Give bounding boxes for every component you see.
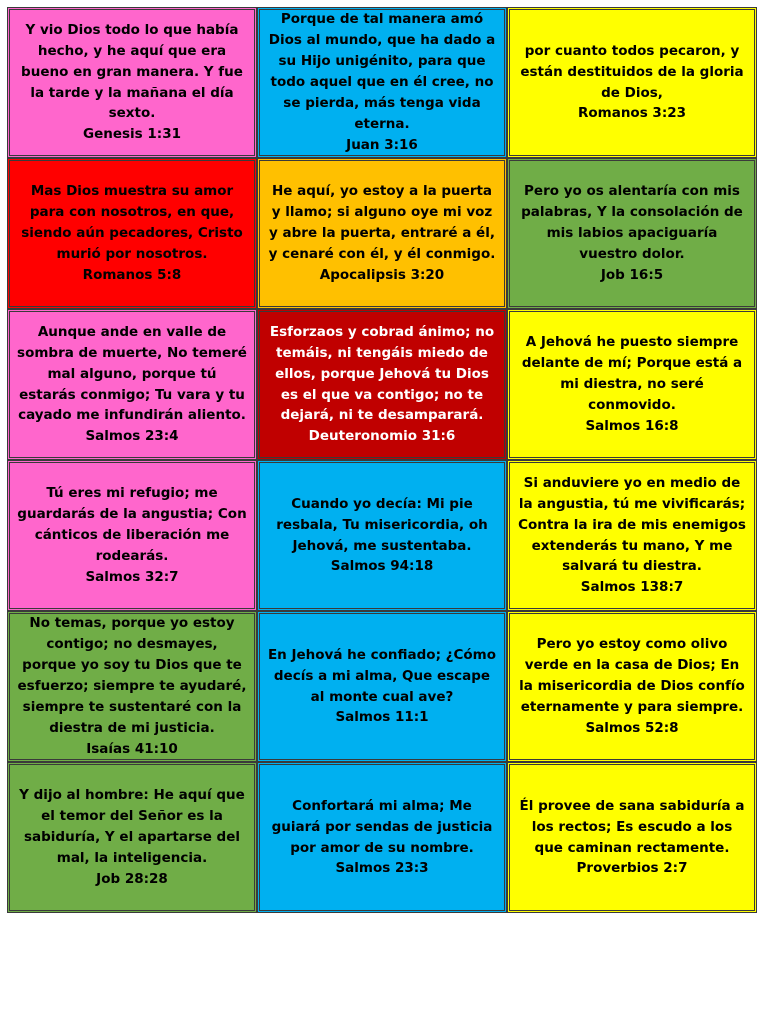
verse-card (507, 158, 757, 309)
verse-card (7, 611, 257, 762)
verse-card (507, 611, 757, 762)
verse-text: Tú eres mi refugio; me guardarás de la angustia; Con cánticos de liberación me rodearás. (17, 485, 247, 564)
verse-reference: Job 28:28 (96, 870, 168, 887)
verse-card (7, 158, 257, 309)
verse-card-grid (7, 7, 757, 914)
verse-text: Y vio Dios todo lo que había hecho, y he aquí que era bueno en gran manera. Y fue la tarde y la mañana el día sexto. (21, 21, 243, 122)
verse-reference: Salmos 23:3 (335, 860, 429, 877)
verse-card (257, 460, 507, 611)
verse-text: Mas Dios muestra su amor para con nosotros, en que, siendo aún pecadores, Cristo murió por nosotros. (21, 183, 243, 262)
verse-reference: Salmos 52:8 (585, 719, 679, 736)
verse-reference: Romanos 3:23 (577, 105, 687, 122)
verse-reference: Apocalipsis 3:20 (319, 266, 445, 283)
verse-text: Si anduviere yo en medio de la angustia, tú me vivificarás; Contra la ira de mis enemigos extenderás tu mano, Y me salvará tu diestra. (518, 474, 746, 575)
verse-text: Esforzaos y cobrad ánimo; no temáis, ni tengáis miedo de ellos, porque Jehová tu Dios es el que va contigo; no te dejará, ni te desamparará. (269, 323, 495, 424)
verse-card (507, 460, 757, 611)
verse-text: No temas, porque yo estoy contigo; no desmayes, porque yo soy tu Dios que te esfuerzo; siempre te ayudaré, siempre te sustentaré con la diestra de mi justicia. (17, 615, 247, 736)
verse-card (257, 611, 507, 762)
verse-text: Pero yo os alentaría con mis palabras, Y la consolación de mis labios apaciguaría vuestro dolor. (521, 183, 743, 262)
verse-text: Pero yo estoy como olivo verde en la casa de Dios; En la misericordia de Dios confío eternamente y para siempre. (519, 636, 745, 715)
verse-reference: Salmos 138:7 (580, 579, 684, 596)
verse-text: Él provee de sana sabiduría a los rectos; Es escudo a los que caminan rectamente. (519, 797, 745, 856)
verse-reference: Salmos 11:1 (335, 709, 429, 726)
verse-card (257, 762, 507, 913)
verse-text: por cuanto todos pecaron, y están destituidos de la gloria de Dios, (520, 42, 744, 101)
verse-text: He aquí, yo estoy a la puerta y llamo; si alguno oye mi voz y abre la puerta, entraré a él, y cenaré con él, y él conmigo. (268, 183, 496, 262)
verse-text: Porque de tal manera amó Dios al mundo, que ha dado a su Hijo unigénito, para que todo aquel que en él cree, no se pierda, más tenga vida eterna. (268, 11, 496, 132)
verse-card (7, 762, 257, 913)
verse-reference: Salmos 32:7 (85, 568, 179, 585)
verse-reference: Salmos 16:8 (585, 417, 679, 434)
verse-reference: Genesis 1:31 (83, 126, 181, 143)
verse-reference: Job 16:5 (600, 266, 664, 283)
verse-card (257, 7, 507, 158)
verse-reference: Isaías 41:10 (86, 740, 178, 757)
verse-text: En Jehová he confiado; ¿Cómo decís a mi alma, Que escape al monte cual ave? (267, 646, 497, 705)
verse-card (507, 762, 757, 913)
verse-text: Aunque ande en valle de sombra de muerte, No temeré mal alguno, porque tú estarás conmigo; Tu vara y tu cayado me infundirán aliento. (17, 323, 247, 424)
verse-reference: Salmos 94:18 (330, 558, 434, 575)
verse-text: A Jehová he puesto siempre delante de mí; Porque está a mi diestra, no seré conmovido. (521, 334, 743, 413)
verse-reference: Juan 3:16 (346, 136, 418, 153)
verse-card (7, 309, 257, 460)
verse-reference: Romanos 5:8 (82, 266, 182, 283)
verse-card (7, 460, 257, 611)
verse-card (257, 309, 507, 460)
verse-card (257, 158, 507, 309)
verse-text: Y dijo al hombre: He aquí que el temor del Señor es la sabiduría, Y el apartarse del mal, la inteligencia. (19, 787, 245, 866)
verse-text: Cuando yo decía: Mi pie resbala, Tu misericordia, oh Jehová, me sustentaba. (276, 495, 488, 554)
verse-reference: Deuteronomio 31:6 (308, 428, 456, 445)
verse-card (507, 309, 757, 460)
verse-reference: Salmos 23:4 (85, 428, 179, 445)
verse-text: Confortará mi alma; Me guiará por sendas de justicia por amor de su nombre. (271, 797, 493, 856)
verse-reference: Proverbios 2:7 (576, 860, 688, 877)
verse-card (507, 7, 757, 158)
verse-card (7, 7, 257, 158)
